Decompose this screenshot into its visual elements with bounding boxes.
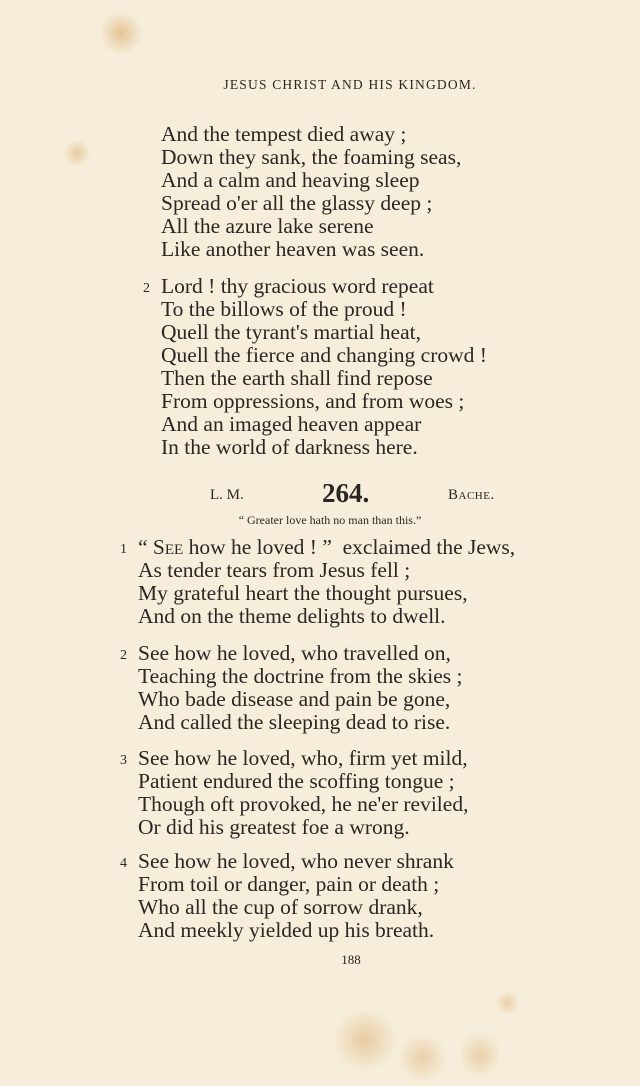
hymn-number: 264. (322, 478, 370, 508)
verse-line: And on the theme delights to dwell. (138, 604, 446, 628)
verse-line: And an imaged heaven appear (161, 412, 422, 436)
verse-line: Quell the tyrant's martial heat, (161, 320, 421, 344)
hymn-epigraph: “ Greater love hath no man than this.” (238, 513, 422, 527)
verse-line: Though oft provoked, he ne'er reviled, (138, 792, 469, 816)
verse-line: And a calm and heaving sleep (161, 168, 420, 192)
verse-line: Then the earth shall find repose (161, 366, 433, 390)
verse-line: Lord ! thy gracious word repeat (161, 274, 434, 298)
verse-line: And meekly yielded up his breath. (138, 918, 435, 942)
verse-line: See how he loved, who travelled on, (138, 641, 451, 665)
paper-stain (330, 1010, 400, 1070)
verse-line: Like another heaven was seen. (161, 237, 425, 261)
verse-line: To the billows of the proud ! (161, 297, 407, 321)
verse-line: Spread o'er all the glassy deep ; (161, 191, 433, 215)
paper-stain (395, 1035, 450, 1080)
page-number: 188 (341, 952, 361, 967)
verse-line: Quell the fierce and changing crowd ! (161, 343, 487, 367)
open-quote: “ (138, 535, 153, 559)
first-line-rest: how he loved ! ” exclaimed the Jews, (183, 535, 516, 559)
verse-line: In the world of darkness here. (161, 435, 418, 459)
verse-line: From oppressions, and from woes ; (161, 389, 465, 413)
running-head: JESUS CHRIST AND HIS KINGDOM. (223, 77, 477, 92)
verse-line: All the azure lake serene (161, 214, 374, 238)
verse-line (138, 536, 515, 559)
hymn-meter: L. M. (210, 487, 244, 503)
stanza-number: 3 (120, 753, 127, 768)
paper-stain (460, 1030, 500, 1080)
hymn-tune: Bache. (448, 487, 495, 503)
verse-line: See how he loved, who, firm yet mild, (138, 746, 468, 770)
paper-stain (495, 990, 520, 1015)
verse-line: Patient endured the scoffing tongue ; (138, 769, 455, 793)
first-word: See (152, 535, 184, 559)
verse-line: And the tempest died away ; (161, 122, 407, 146)
verse-line: Who all the cup of sorrow drank, (138, 895, 423, 919)
paper-stain (100, 10, 142, 56)
paper-stain (64, 138, 90, 168)
stanza-number: 4 (120, 856, 127, 871)
verse-line: See how he loved, who never shrank (138, 849, 454, 873)
verse-line: Down they sank, the foaming seas, (161, 145, 462, 169)
verse-line: As tender tears from Jesus fell ; (138, 558, 411, 582)
verse-line: From toil or danger, pain or death ; (138, 872, 440, 896)
verse-line: And called the sleeping dead to rise. (138, 710, 451, 734)
stanza-number: 2 (120, 648, 127, 663)
verse-line: Teaching the doctrine from the skies ; (138, 664, 463, 688)
verse-line: Who bade disease and pain be gone, (138, 687, 451, 711)
verse-line: My grateful heart the thought pursues, (138, 581, 468, 605)
stanza-number: 2 (143, 281, 150, 296)
stanza-number: 1 (120, 542, 127, 557)
verse-line: Or did his greatest foe a wrong. (138, 815, 410, 839)
